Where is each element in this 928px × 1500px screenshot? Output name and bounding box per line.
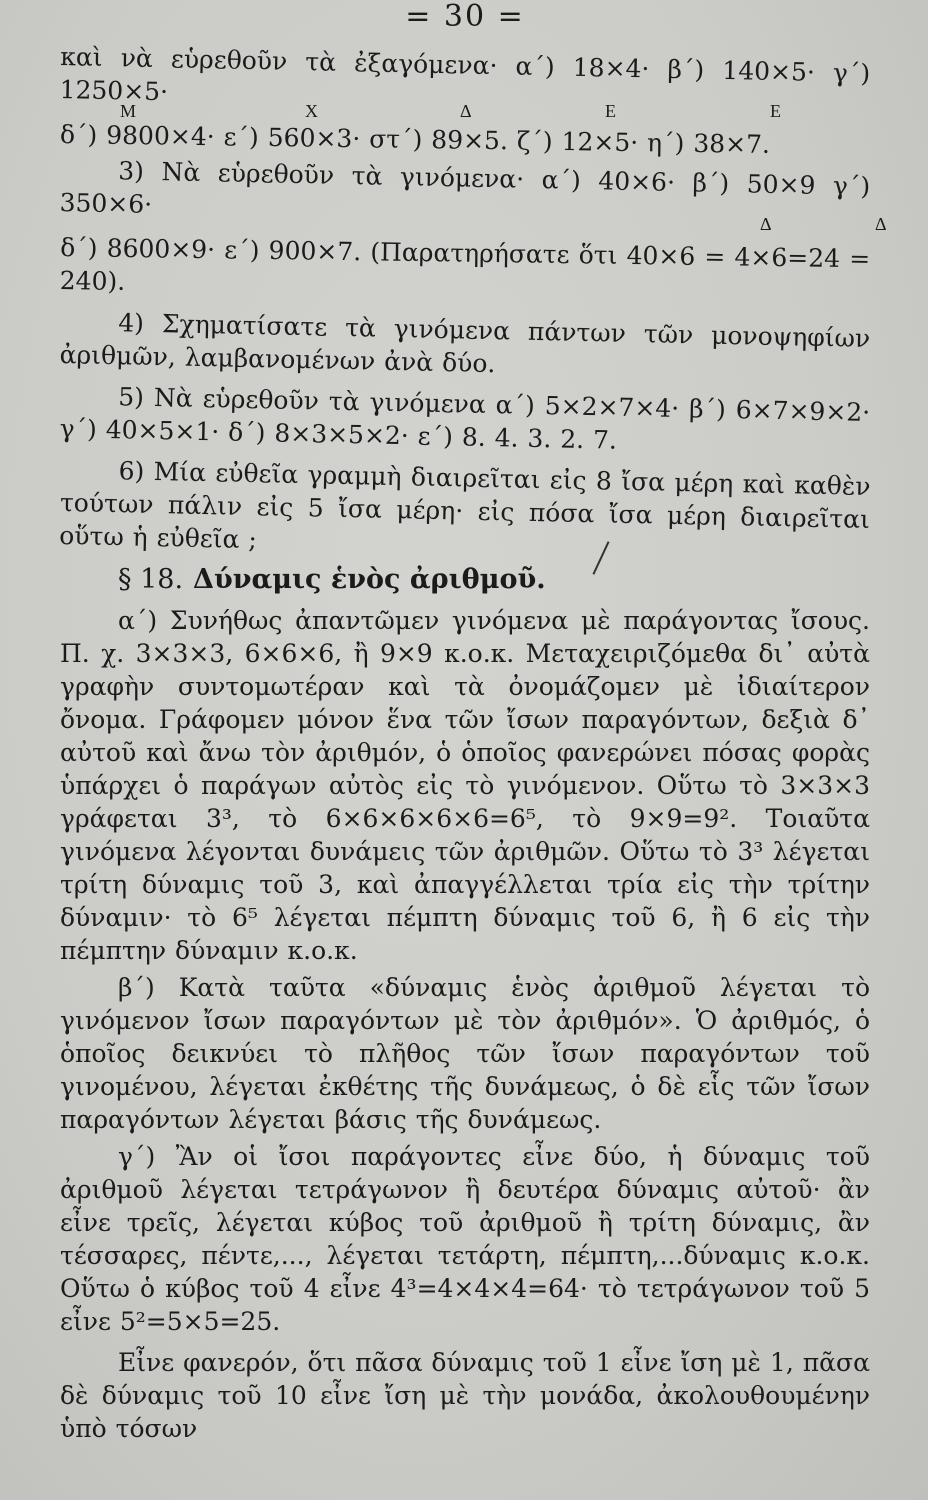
mark-e-1: E	[605, 101, 616, 121]
page-number: = 30 =	[405, 0, 525, 34]
section-number: § 18.	[118, 564, 184, 595]
exercise-4: 4) Σχηματίσατε τὰ γινόμενα πάντων τῶν μονοψηφίων ἀριθμῶν, λαμβανομένων ἀνὰ δύο.	[59, 308, 871, 379]
letter-marks-row-2	[60, 214, 887, 234]
mark-x: X	[305, 101, 318, 121]
mark-delta: Δ	[460, 101, 472, 121]
letter-marks-row-1	[60, 102, 870, 120]
exercise-6: 6) Μία εὐθεῖα γραμμὴ διαιρεῖται εἰς 8 ἴσα μέρη καὶ καθὲν τούτων πάλιν εἰς 5 ἴσα μέρη· εἰς πόσα ἴσα μέρη διαιρεῖται οὕτω ἡ εὐθεῖα ;	[59, 456, 871, 555]
paragraph-gamma: γ΄) Ἂν οἱ ἴσοι παράγοντες εἶνε δύο, ἡ δύναμις τοῦ ἀριθμοῦ λέγεται τετράγωνον ἢ δευτέρα δύναμις αὐτοῦ· ἂν εἶνε τρεῖς, λέγεται κύβος τοῦ ἀριθμοῦ ἢ τρίτη δύναμις, ἂν τέσσαρες, πέντε,..., λέγεται τετάρτη, πέμπτη,...δύναμις κ.ο.κ. Οὕτω ὁ κύβος τοῦ 4 εἶνε 4³=4×4×4=64· τὸ τετράγωνον τοῦ 5 εἶνε 5²=5×5=25.	[60, 1142, 870, 1336]
mark-delta-2: Δ	[760, 214, 772, 234]
exercise-5: 5) Νὰ εὑρεθοῦν τὰ γινόμενα α΄) 5×2×7×4· β΄) 6×7×9×2· γ΄) 40×5×1· δ΄) 8×3×5×2· ε΄) 8. 4. 3. 2. 7.	[59, 382, 871, 455]
paragraph-beta: β΄) Κατὰ ταῦτα «δύναμις ἑνὸς ἀριθμοῦ λέγεται τὸ γινόμενον ἴσων παραγόντων μὲ τὸν ἀριθμόν». Ὁ ἀριθμός, ὁ ὁποῖος δεικνύει τὸ πλῆθος τῶν ἴσων παραγόντων τοῦ γινομένου, λέγεται ἐκθέτης τῆς δυνάμεως, ὁ δὲ εἷς τῶν ἴσων παραγόντων λέγεται βάσις τῆς δυνάμεως.	[60, 973, 870, 1134]
exercise-2-line-2: δ΄) 9800×4· ε΄) 560×3· στ΄) 89×5. ζ΄) 12×5· η΄) 38×7.	[59, 120, 771, 159]
mark-m: M	[120, 101, 137, 121]
paragraph-delta: Εἶνε φανερόν, ὅτι πᾶσα δύναμις τοῦ 1 εἶνε ἴση μὲ 1, πᾶσα δὲ δύναμις τοῦ 10 εἶνε ἴση μὲ τὴν μονάδα, ἀκολουθουμένην ὑπὸ τόσων	[60, 1348, 870, 1443]
mark-e-2: E	[770, 101, 781, 121]
exercise-3-continued: δ΄) 8600×9· ε΄) 900×7. (Παρατηρήσατε ὅτι 40×6 = 4×6=24 = 240).	[59, 233, 871, 296]
section-title: Δύναμις ἑνὸς ἀριθμοῦ.	[193, 564, 546, 595]
mark-delta-3: Δ	[875, 214, 887, 234]
paragraph-alpha: α΄) Συνήθως ἀπαντῶμεν γινόμενα μὲ παράγοντας ἴσους. Π. χ. 3×3×3, 6×6×6, ἢ 9×9 κ.ο.κ. Μεταχειριζόμεθα δι᾽ αὐτὰ γραφὴν συντομωτέραν καὶ τὰ ὀνομάζομεν μὲ ἰδιαίτερον ὄνομα. Γράφομεν μόνον ἕνα τῶν ἴσων παραγόντων, δεξιὰ δ᾽ αὐτοῦ καὶ ἄνω τὸν ἀριθμόν, ὁ ὁποῖος φανερώνει πόσας φορὰς ὑπάρχει ὁ παράγων αὐτὸς εἰς τὸ γινόμενον. Οὕτω τὸ 3×3×3 γράφεται 3³, τὸ 6×6×6×6×6=6⁵, τὸ 9×9=9². Τοιαῦτα γινόμενα λέγονται δυνάμεις τῶν ἀριθμῶν. Οὕτω τὸ 3³ λέγεται τρίτη δύναμις τοῦ 3, καὶ ἀπαγγέλλεται τρία εἰς τὴν τρίτην δύναμιν· τὸ 6⁵ λέγεται πέμπτη δύναμις τοῦ 6, ἢ 6 εἰς τὴν πέμπτην δύναμιν κ.ο.κ.	[60, 606, 870, 965]
exercise-2-line-1: καὶ νὰ εὑρεθοῦν τὰ ἐξαγόμενα· α΄) 18×4· β΄) 140×5· γ΄) 1250×5·	[59, 42, 871, 107]
exercise-3: 3) Νὰ εὑρεθοῦν τὰ γινόμενα· α΄) 40×6· β΄) 50×9 γ΄) 350×6·	[59, 156, 871, 219]
